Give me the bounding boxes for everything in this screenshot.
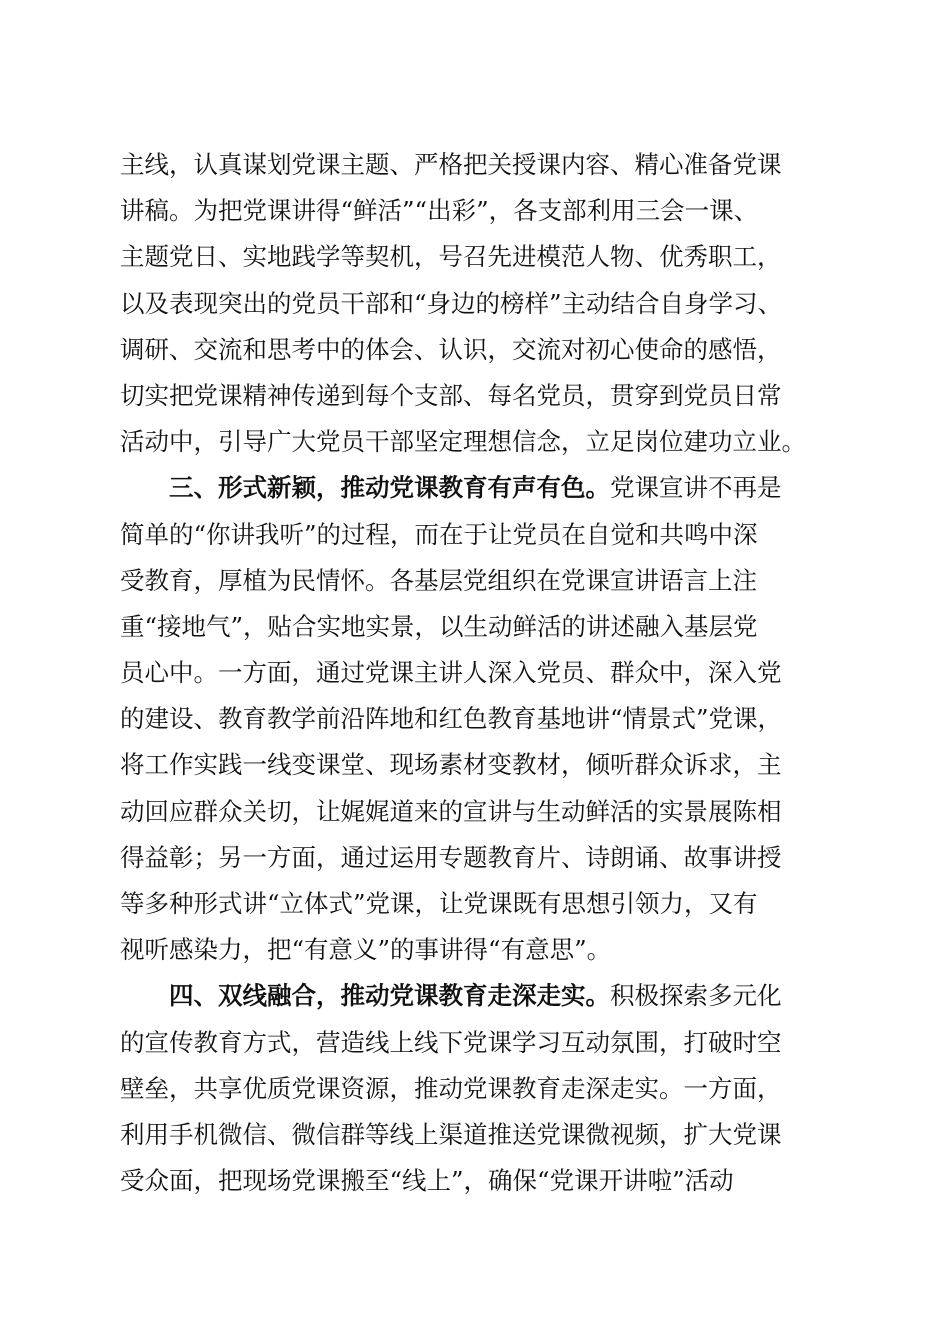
text-line: 的宣传教育方式，营造线上线下党课学习互动氛围，打破时空: [120, 1027, 782, 1057]
text-line: 简单的“你讲我听”的过程，而在于让党员在自觉和共鸣中深: [120, 519, 758, 549]
section-3-heading: 三、形式新颖，推动党课教育有声有色。: [169, 473, 610, 503]
text-line: 的建设、教育教学前沿阵地和红色教育基地讲“情景式”党课，: [120, 704, 783, 734]
text-line: 动回应群众关切，让娓娓道来的宣讲与生动鲜活的实景展陈相: [120, 796, 782, 826]
text-line: 等多种形式讲“立体式”党课，让党课既有思想引领力，又有: [120, 889, 758, 918]
section-3-text: 党课宣讲不再是: [610, 473, 782, 503]
text-line: 视听感染力，把“有意义”的事讲得“有意思”。: [120, 935, 612, 965]
text-line: 将工作实践一线变课堂、现场素材变教材，倾听群众诉求，主: [120, 750, 782, 780]
text-line: 壁垒，共享优质党课资源，推动党课教育走深走实。一方面，: [120, 1073, 782, 1103]
section-4-text: 积极探索多元化: [610, 981, 782, 1011]
text-line: 讲稿。为把党课讲得“鲜活”“出彩”，各支部利用三会一课、: [120, 196, 759, 226]
text-line: 主题党日、实地践学等契机，号召先进模范人物、优秀职工，: [120, 242, 782, 272]
text-line: 重“接地气”，贴合实地实景，以生动鲜活的讲述融入基层党: [120, 611, 758, 641]
section-4-heading-line: [120, 973, 832, 1019]
section-3-heading-line: [120, 465, 832, 511]
text-line: 得益彰；另一方面，通过运用专题教育片、诗朗诵、故事讲授: [120, 842, 782, 872]
text-line: 活动中，引导广大党员干部坚定理想信念，立足岗位建功立业。: [120, 427, 806, 457]
text-line: 受教育，厚植为民情怀。各基层党组织在党课宣讲语言上注: [120, 565, 757, 595]
text-line: 以及表现突出的党员干部和“身边的榜样”主动结合自身学习、: [120, 288, 783, 318]
document-body: [120, 142, 832, 1204]
text-line: 主线，认真谋划党课主题、严格把关授课内容、精心准备党课: [120, 150, 782, 179]
text-line: 利用手机微信、微信群等线上渠道推送党课微视频，扩大党课: [120, 1119, 782, 1149]
text-line: 调研、交流和思考中的体会、认识，交流对初心使命的感悟，: [120, 334, 782, 364]
text-line: 受众面，把现场党课搬至“线上”，确保“党课开讲啦”活动: [120, 1166, 734, 1196]
text-line: 员心中。一方面，通过党课主讲人深入党员、群众中，深入党: [120, 658, 782, 688]
text-line: 切实把党课精神传递到每个支部、每名党员，贯穿到党员日常: [120, 380, 782, 410]
section-4-heading: 四、双线融合，推动党课教育走深走实。: [169, 981, 610, 1011]
